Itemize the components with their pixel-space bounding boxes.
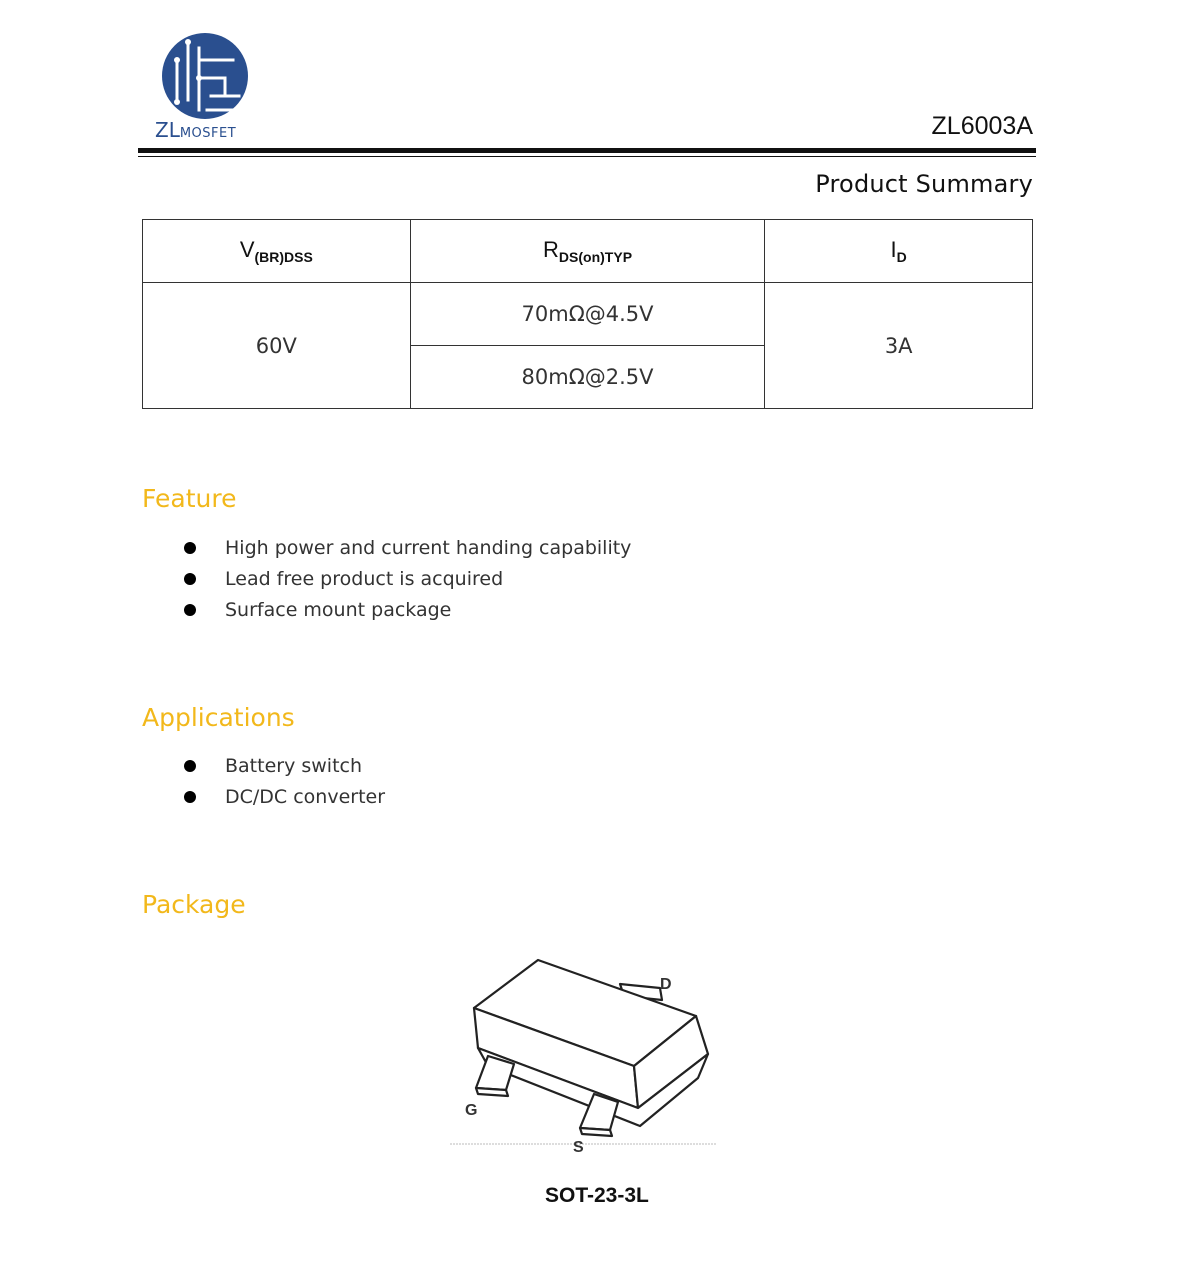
list-item xyxy=(183,782,385,813)
header-rule-thick xyxy=(138,148,1036,153)
header-rule-thin xyxy=(138,156,1036,157)
pin-label-source: S xyxy=(573,1139,584,1156)
bullet-icon xyxy=(184,573,196,585)
list-item-text: DC/DC converter xyxy=(225,786,386,808)
sot23-package-icon xyxy=(448,948,718,1158)
applications-section-title: Applications xyxy=(142,703,295,732)
list-item-text: Surface mount package xyxy=(225,599,452,621)
column-header-main: V xyxy=(239,237,255,262)
column-header-sub: D xyxy=(896,249,907,265)
pin-label-drain: D xyxy=(660,976,672,993)
logo-text-big: ZL xyxy=(155,118,180,142)
sot23-package-drawing xyxy=(448,948,718,1158)
product-summary-table xyxy=(142,219,1033,409)
part-number: ZL6003A xyxy=(931,112,1033,140)
table-header-row xyxy=(143,220,1033,283)
list-item-text: Lead free product is acquired xyxy=(225,568,504,590)
column-header-rdson xyxy=(410,220,765,283)
column-header-sub: (BR)DSS xyxy=(254,249,313,265)
list-item xyxy=(183,595,631,626)
list-item xyxy=(183,564,631,595)
column-header-id xyxy=(765,220,1033,283)
column-header-main: R xyxy=(543,237,559,262)
list-item xyxy=(183,533,631,564)
bullet-icon xyxy=(184,604,196,616)
id-value: 3A xyxy=(765,283,1033,409)
column-header-sub: DS(on)TYP xyxy=(558,249,633,265)
pin-label-gate: G xyxy=(465,1102,478,1119)
logo-emblem-icon xyxy=(155,30,265,120)
logo-wordmark xyxy=(155,118,265,142)
table-row xyxy=(143,283,1033,346)
column-header-main: I xyxy=(890,237,897,262)
bullet-icon xyxy=(184,791,196,803)
logo-text-small: MOSFET xyxy=(179,126,237,141)
feature-list xyxy=(183,533,631,626)
bullet-icon xyxy=(184,542,196,554)
list-item-text: High power and current handing capability xyxy=(225,537,632,559)
column-header-vdss xyxy=(143,220,411,283)
list-item xyxy=(183,751,385,782)
company-logo xyxy=(155,30,265,150)
rdson-value-4v5: 70mΩ@4.5V xyxy=(410,283,765,346)
vdss-value: 60V xyxy=(143,283,411,409)
bullet-icon xyxy=(184,760,196,772)
feature-section-title: Feature xyxy=(142,484,237,513)
rdson-value-2v5: 80mΩ@2.5V xyxy=(410,346,765,409)
applications-list xyxy=(183,751,385,813)
list-item-text: Battery switch xyxy=(225,755,363,777)
package-caption: SOT-23-3L xyxy=(545,1184,649,1207)
product-summary-title: Product Summary xyxy=(815,170,1033,198)
package-section-title: Package xyxy=(142,890,246,919)
